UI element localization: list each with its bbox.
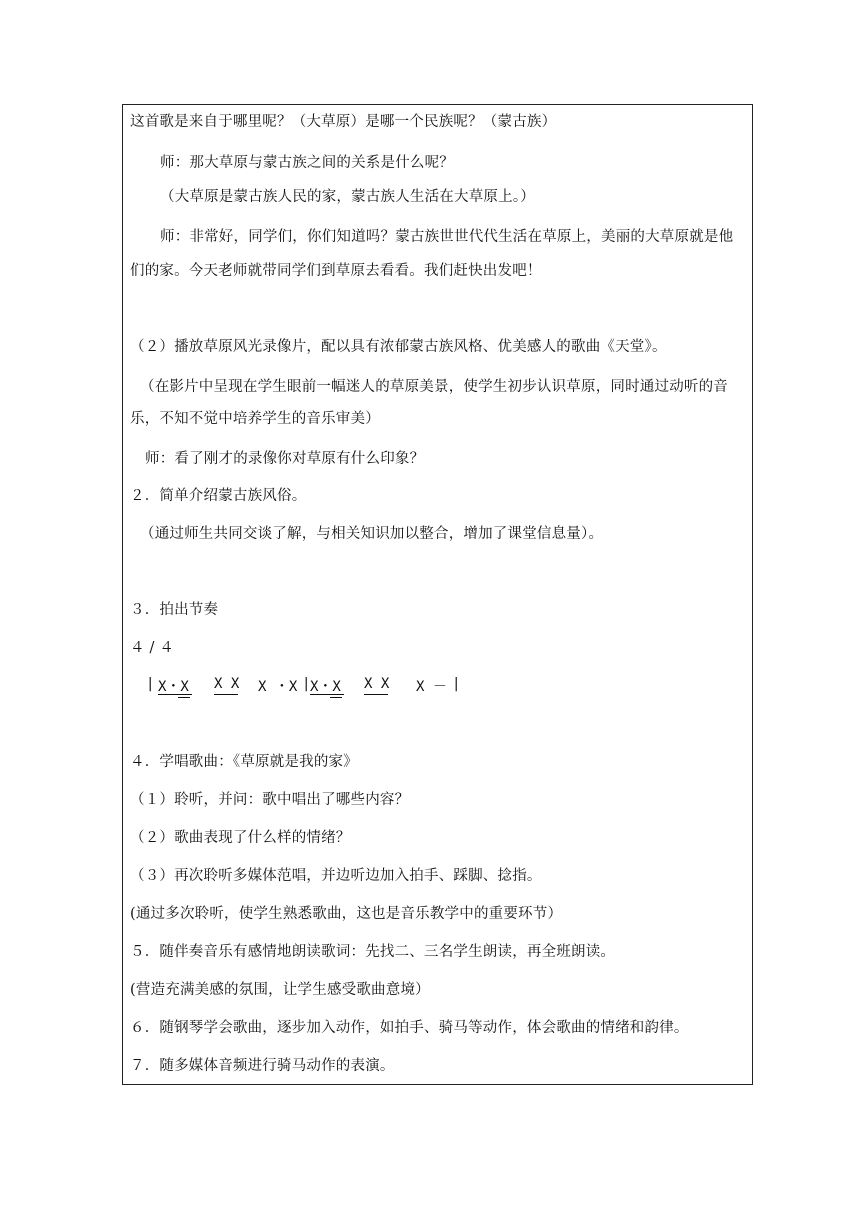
text-line: ５．随伴奏音乐有感情地朗读歌词：先找二、三名学生朗读，再全班朗读。: [130, 944, 616, 960]
text-line: 师：那大草原与蒙古族之间的关系是什么呢？: [160, 155, 454, 171]
text-line: 这首歌是来自于哪里呢？（大草原）是哪一个民族呢？（蒙古族）: [130, 114, 557, 130]
text-line: ２．简单介绍蒙古族风俗。: [130, 488, 307, 504]
rhythm-group: X X: [214, 676, 240, 692]
beam-underline: [158, 694, 192, 695]
section-heading: ３．拍出节奏: [130, 602, 219, 618]
text-line: ７．随多媒体音频进行骑马动作的表演。: [130, 1058, 395, 1074]
rhythm-group: X X: [364, 676, 390, 692]
text-line: 师：看了刚才的录像你对草原有什么印象？: [145, 451, 425, 467]
text-line: 乐，不知不觉中培养学生的音乐审美）: [130, 411, 380, 427]
rhythm-group: X・X: [310, 679, 341, 695]
text-line: （２）歌曲表现了什么样的情绪？: [130, 830, 351, 846]
section-heading: ４．学唱歌曲：《草原就是我的家》: [130, 754, 358, 770]
text-line: （１）聆听，并问：歌中唱出了哪些内容？: [130, 792, 410, 808]
beam-underline: [330, 697, 342, 698]
barline: |: [302, 676, 311, 692]
text-line: ６．随钢琴学会歌曲，逐步加入动作，如拍手、骑马等动作，体会歌曲的情绪和韵律。: [130, 1020, 689, 1036]
text-line: （大草原是蒙古族人民的家，蒙古族人生活在大草原上。）: [160, 189, 535, 205]
barline: |: [146, 676, 155, 692]
text-line: (通过多次聆听，使学生熟悉歌曲，这也是音乐教学中的重要环节）: [130, 906, 563, 922]
beam-underline: [214, 694, 238, 695]
text-line: （在影片中呈现在学生眼前一幅迷人的草原美景，使学生初步认识草原，同时通过动听的音: [140, 379, 728, 395]
time-signature: ４ / ４: [130, 640, 175, 656]
barline: |: [452, 676, 461, 692]
rhythm-group: X －: [416, 679, 447, 695]
beam-underline: [364, 694, 388, 695]
beam-underline: [310, 694, 344, 695]
text-line: (营造充满美感的氛围，让学生感受歌曲意境）: [130, 982, 430, 998]
text-line: 师：非常好，同学们，你们知道吗？蒙古族世世代代生活在草原上，美丽的大草原就是他: [160, 229, 734, 245]
beam-underline: [178, 697, 190, 698]
text-line: （通过师生共同交谈了解，与相关知识加以整合，增加了课堂信息量）。: [140, 526, 604, 542]
lesson-table-cell: [122, 104, 753, 1085]
text-line: （３）再次聆听多媒体范唱，并边听边加入拍手、踩脚、捻指。: [130, 868, 542, 884]
text-line: （２）播放草原风光录像片，配以具有浓郁蒙古族风格、优美感人的歌曲《天堂》。: [130, 339, 667, 355]
rhythm-group: X・X: [158, 679, 189, 695]
rhythm-group: X ・X: [258, 679, 298, 695]
text-line: 们的家。今天老师就带同学们到草原去看看。我们赶快出发吧！: [130, 263, 542, 279]
